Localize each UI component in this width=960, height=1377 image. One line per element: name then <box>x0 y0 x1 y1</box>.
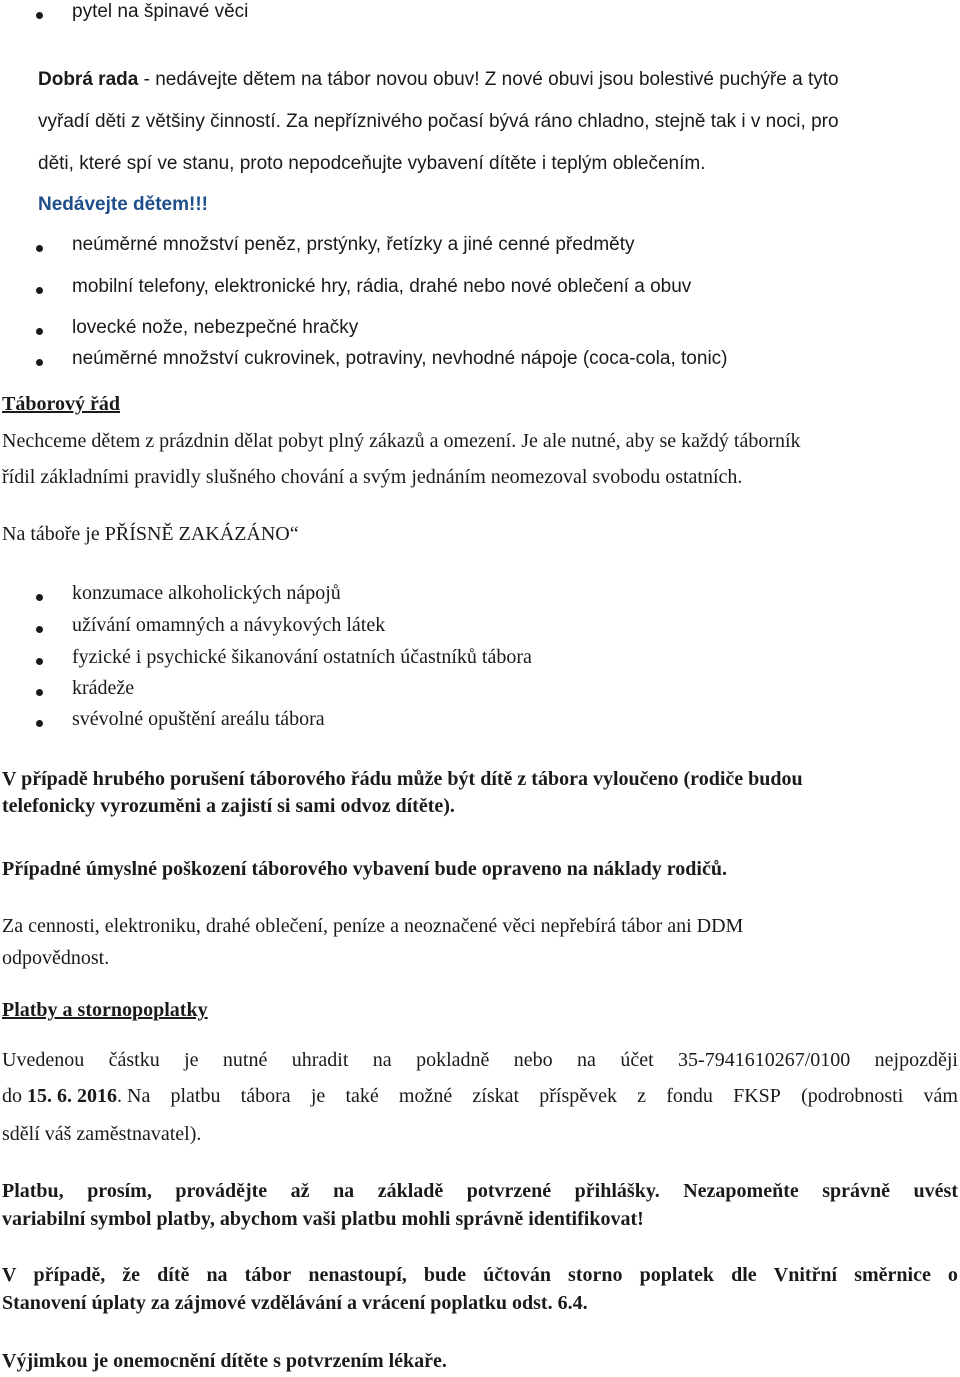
word: fondu <box>666 1085 713 1107</box>
bullet-icon <box>36 287 43 294</box>
bullet-icon <box>36 720 43 727</box>
list-item: neúměrné množství peněz, prstýnky, řetízky a jiné cenné předměty <box>72 234 635 255</box>
bullet-icon <box>36 626 43 633</box>
bullet-icon <box>36 359 43 366</box>
expulsion-line-2: telefonicky vyrozuměni a zajistí si sami odvoz dítěte). <box>2 795 455 817</box>
word: tábora <box>240 1085 291 1107</box>
advice-label: Dobrá rada <box>38 69 139 90</box>
list-item: krádeže <box>72 677 135 699</box>
word: Vnitřní <box>773 1264 838 1286</box>
word: příspěvek <box>539 1085 617 1107</box>
bullet-icon <box>36 689 43 696</box>
word: nebo <box>513 1049 553 1071</box>
word: (podrobnosti <box>801 1085 904 1107</box>
list-item: užívání omamných a návykových látek <box>72 614 386 636</box>
word: na <box>372 1049 392 1071</box>
bullet-icon <box>36 12 43 19</box>
word: dítě <box>157 1264 190 1286</box>
bullet-icon <box>36 245 43 252</box>
word: správně <box>822 1180 891 1202</box>
word: potvrzené <box>466 1180 552 1202</box>
word: provádějte <box>175 1180 268 1202</box>
exception-note: Výjimkou je onemocnění dítěte s potvrzením lékaře. <box>2 1350 447 1372</box>
advice-line-2: vyřadí děti z většiny činností. Za nepříznivého počasí bývá ráno chladno, stejně tak i v noci, pro <box>38 111 839 132</box>
word: Nezapomeňte <box>683 1180 799 1202</box>
forbidden-heading-strong: PŘÍSNĚ ZAKÁZÁNO“ <box>104 523 299 545</box>
word: je <box>310 1085 326 1107</box>
camp-rules-line-1: Nechceme dětem z prázdnin dělat pobyt plný zákazů a omezení. Je ale nutné, aby se každý táborník <box>2 430 801 452</box>
word: . Na <box>117 1085 151 1107</box>
word: případě, <box>33 1264 106 1286</box>
word: Platbu, <box>2 1180 64 1202</box>
word: pokladně <box>416 1049 490 1071</box>
word: uhradit <box>291 1049 349 1071</box>
list-item: lovecké nože, nebezpečné hračky <box>72 317 359 338</box>
word: možné <box>398 1085 453 1107</box>
storno-line-2: Stanovení úplaty za zájmové vzdělávání a vrácení poplatku odst. 6.4. <box>2 1292 588 1314</box>
word: směrnice <box>854 1264 931 1286</box>
advice-line-1 <box>38 69 839 91</box>
word: na <box>333 1180 355 1202</box>
valuables-line-2: odpovědnost. <box>2 947 110 969</box>
payments-line-1 <box>2 1049 958 1072</box>
payment-note-line-1 <box>2 1180 958 1203</box>
word: prosím, <box>87 1180 152 1202</box>
word: až <box>290 1180 310 1202</box>
word: z <box>637 1085 647 1107</box>
payments-line-2-lead <box>2 1085 117 1108</box>
word: vám <box>923 1085 958 1107</box>
bullet-icon <box>36 328 43 335</box>
word: na <box>577 1049 596 1071</box>
valuables-line-1: Za cennosti, elektroniku, drahé oblečení, peníze a neoznačené věci nepřebírá tábor ani DDM <box>2 915 744 937</box>
bullet-icon <box>36 594 43 601</box>
word: je <box>184 1049 199 1071</box>
dont-give-heading: Nedávejte dětem!!! <box>38 194 208 215</box>
word: V <box>2 1264 17 1286</box>
payment-note-line-2: variabilní symbol platby, abychom vaši platbu mohli správně identifikovat! <box>2 1208 644 1230</box>
word: bude <box>423 1264 467 1286</box>
list-item: svévolné opuštění areálu tábora <box>72 708 325 730</box>
word: storno <box>568 1264 623 1286</box>
word: 35-7941610267/0100 <box>678 1049 851 1071</box>
word: Uvedenou <box>2 1049 85 1071</box>
payments-line-2-rest <box>117 1085 958 1108</box>
payment-deadline: 15. 6. 2016 <box>27 1085 117 1107</box>
word: nejpozději <box>874 1049 958 1071</box>
forbidden-heading-prefix: Na táboře je <box>2 523 105 545</box>
damage-notice: Případné úmyslné poškození táborového vybavení bude opraveno na náklady rodičů. <box>2 858 727 880</box>
camp-rules-line-2: řídil základními pravidly slušného chování a svým jednáním neomezoval svobodu ostatních. <box>2 466 743 488</box>
word: na <box>206 1264 228 1286</box>
word: uvést <box>913 1180 958 1202</box>
word: nutné <box>222 1049 268 1071</box>
word: platbu <box>170 1085 221 1107</box>
advice-line-3: děti, které spí ve stanu, proto nepodceňujte vybavení dítěte i teplým oblečením. <box>38 153 706 174</box>
list-item: neúměrné množství cukrovinek, potraviny, nevhodné nápoje (coca-cola, tonic) <box>72 348 728 369</box>
word: že <box>122 1264 141 1286</box>
word: tábor <box>244 1264 292 1286</box>
word: částku <box>108 1049 160 1071</box>
word: základě <box>377 1180 444 1202</box>
list-item: mobilní telefony, elektronické hry, rádia, drahé nebo nové oblečení a obuv <box>72 276 692 297</box>
word: přihlášky. <box>574 1180 660 1202</box>
word: dle <box>731 1264 757 1286</box>
list-item: fyzické i psychické šikanování ostatních účastníků tábora <box>72 646 532 668</box>
payments-line-2 <box>2 1085 958 1108</box>
word: poplatek <box>639 1264 715 1286</box>
camp-rules-heading: Táborový řád <box>2 393 120 415</box>
list-item: konzumace alkoholických nápojů <box>72 582 341 604</box>
list-item: pytel na špinavé věci <box>72 1 249 22</box>
payments-heading: Platby a stornopoplatky <box>2 999 208 1021</box>
forbidden-heading <box>2 523 299 546</box>
word: nenastoupí, <box>308 1264 407 1286</box>
word: účtován <box>483 1264 551 1286</box>
word: také <box>345 1085 379 1107</box>
word: účet <box>620 1049 654 1071</box>
word: získat <box>472 1085 520 1107</box>
bullet-icon <box>36 658 43 665</box>
payments-line-3: sdělí váš zaměstnavatel). <box>2 1123 202 1145</box>
storno-line-1 <box>2 1264 958 1287</box>
advice-line-1-text: - nedávejte dětem na tábor novou obuv! Z nové obuvi jsou bolestivé puchýře a tyto <box>138 69 839 90</box>
word: o <box>947 1264 958 1286</box>
word: FKSP <box>733 1085 781 1107</box>
payments-line-2-prefix: do <box>2 1085 27 1107</box>
expulsion-line-1: V případě hrubého porušení táborového řádu může být dítě z tábora vyloučeno (rodiče budou <box>2 768 803 790</box>
